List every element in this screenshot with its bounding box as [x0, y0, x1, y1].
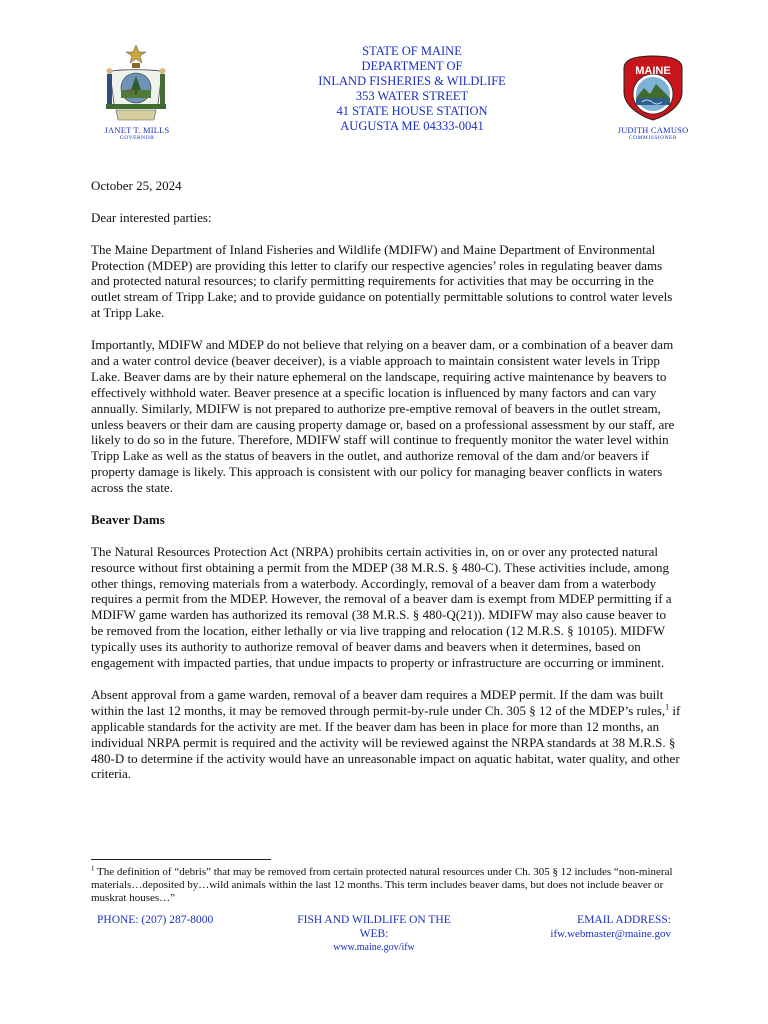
footer-web-label: FISH AND WILDLIFE ON THE WEB:	[297, 914, 451, 940]
commissioner-name: JUDITH CAMUSO	[617, 125, 689, 135]
commissioner-title: COMMISSIONER	[628, 135, 678, 141]
governor-name: JANET T. MILLS	[104, 125, 170, 135]
paragraph-position: Importantly, MDIFW and MDEP do not believe that relying on a beaver dam, or a combination of a beaver dam and a water control device (beaver deceiver), is a viable approach to maintain consistent water levels in Tripp Lake. Beaver dams are by their nature ephemeral on the landscape, requiring active maintenance by beavers to effectively withhold water. Beaver presence at a specific location is influenced by many factors and can vary annually. Similarly, MDIFW is not prepared to authorize pre-emptive removal of beavers in the outlet stream, unless beavers or their dam are causing property damage or, based on a professional assessment by our staff, are likely to do so in the future. Therefore, MDIFW staff will continue to frequently monitor the water level within Tripp Lake as well as the status of beavers in the outlet, and authorize removal of the dam and/or beavers if property damage is likely. This approach is consistent with our policy for managing beaver conflicts in waters across the state.	[91, 337, 675, 496]
letter-date: October 25, 2024	[91, 178, 182, 193]
ifw-badge-icon	[620, 54, 686, 122]
state-seal-icon	[104, 44, 168, 124]
agency-city: AUGUSTA ME 04333-0041	[340, 119, 484, 133]
paragraph-permit-part-1: Absent approval from a game warden, removal of a beaver dam requires a MDEP permit. If the dam was built within the last 12 months, it may be removed through permit-by-rule under Ch. 305 § 12 of the MDEP’s rules,	[91, 686, 666, 718]
agency-address	[250, 44, 574, 134]
footnote-text: The definition of “debris” that may be removed from certain protected natural resources under Ch. 305 § 12 includes “non-mineral materials…deposited by…wild animals within the last 12 months. This term includes beaver dams, but does not include beaver or muskrat houses…”	[91, 866, 673, 905]
salutation: Dear interested parties:	[91, 209, 212, 225]
commissioner-block	[608, 125, 698, 142]
footnote-reference[interactable]: 1	[665, 702, 670, 712]
footer-web-link[interactable]: www.maine.gov/ifw	[333, 942, 415, 953]
letterhead	[0, 0, 768, 160]
section-heading-beaver-dams: Beaver Dams	[91, 511, 165, 527]
agency-station: 41 STATE HOUSE STATION	[336, 104, 488, 118]
paragraph-purpose: The Maine Department of Inland Fisheries and Wildlife (MDIFW) and Maine Department of Environmental Protection (MDEP) are providing this letter to clarify our respective agencies’ roles in regulating beaver dams and protected natural resources; to clarify permitting requirements for activities that may be occurring in the outlet stream of Tripp Lake; and to provide guidance on potentially permittable solutions to control water levels at Tripp Lake.	[91, 241, 673, 321]
agency-department: DEPARTMENT OF	[361, 59, 463, 73]
footnote-marker: 1	[91, 864, 95, 873]
agency-name: INLAND FISHERIES & WILDLIFE	[318, 74, 506, 88]
footer-email-link[interactable]: ifw.webmaster@maine.gov	[550, 927, 671, 940]
letterhead-footer	[0, 912, 768, 962]
paragraph-nrpa: The Natural Resources Protection Act (NRPA) prohibits certain activities in, on or over any protected natural resource without first obtaining a permit from the MDEP (38 M.R.S. § 480-C). These activities include, among other things, removing materials from a waterbody. Accordingly, removal of a beaver dam from a waterbody requires a permit from the MDEP. However, the removal of a beaver dam is exempt from MDEP permitting if a MDIFW game warden has authorized its removal (38 M.R.S. § 480-Q(21)). MDIFW may also cause beaver to be removed from the location, either lethally or via live trapping and relocation (12 M.R.S. § 10105). MIDFW typically uses its authority to authorize removal of beaver dams and beavers when it determines, based on engagement with impacted parties, that undue impacts to property or infrastructure are occurring or imminent.	[91, 543, 672, 671]
paragraph-permit-part-2: if applicable standards for the activity are met. If the beaver dam has been in place for more than 12 months, an individual NRPA permit is required and the activity will be reviewed against the NRPA standards at 38 M.R.S. § 480-D to determine if the activity would have an unreasonable impact on aquatic habitat, water quality, and other criteria.	[91, 702, 681, 782]
badge-text: MAINE	[635, 65, 671, 77]
footer-web	[282, 914, 466, 955]
paragraph-permit	[91, 687, 681, 782]
footer-email-label: EMAIL ADDRESS:	[577, 914, 671, 926]
footer-phone: PHONE: (207) 287-8000	[97, 914, 214, 926]
footnote	[91, 866, 681, 906]
agency-street: 353 WATER STREET	[355, 89, 469, 103]
governor-title: GOVERNOR	[119, 135, 155, 141]
letter-body	[91, 178, 681, 798]
footnote-divider	[91, 859, 271, 860]
governor-block	[92, 125, 182, 142]
agency-state: STATE OF MAINE	[362, 44, 462, 58]
footer-email	[520, 914, 671, 941]
